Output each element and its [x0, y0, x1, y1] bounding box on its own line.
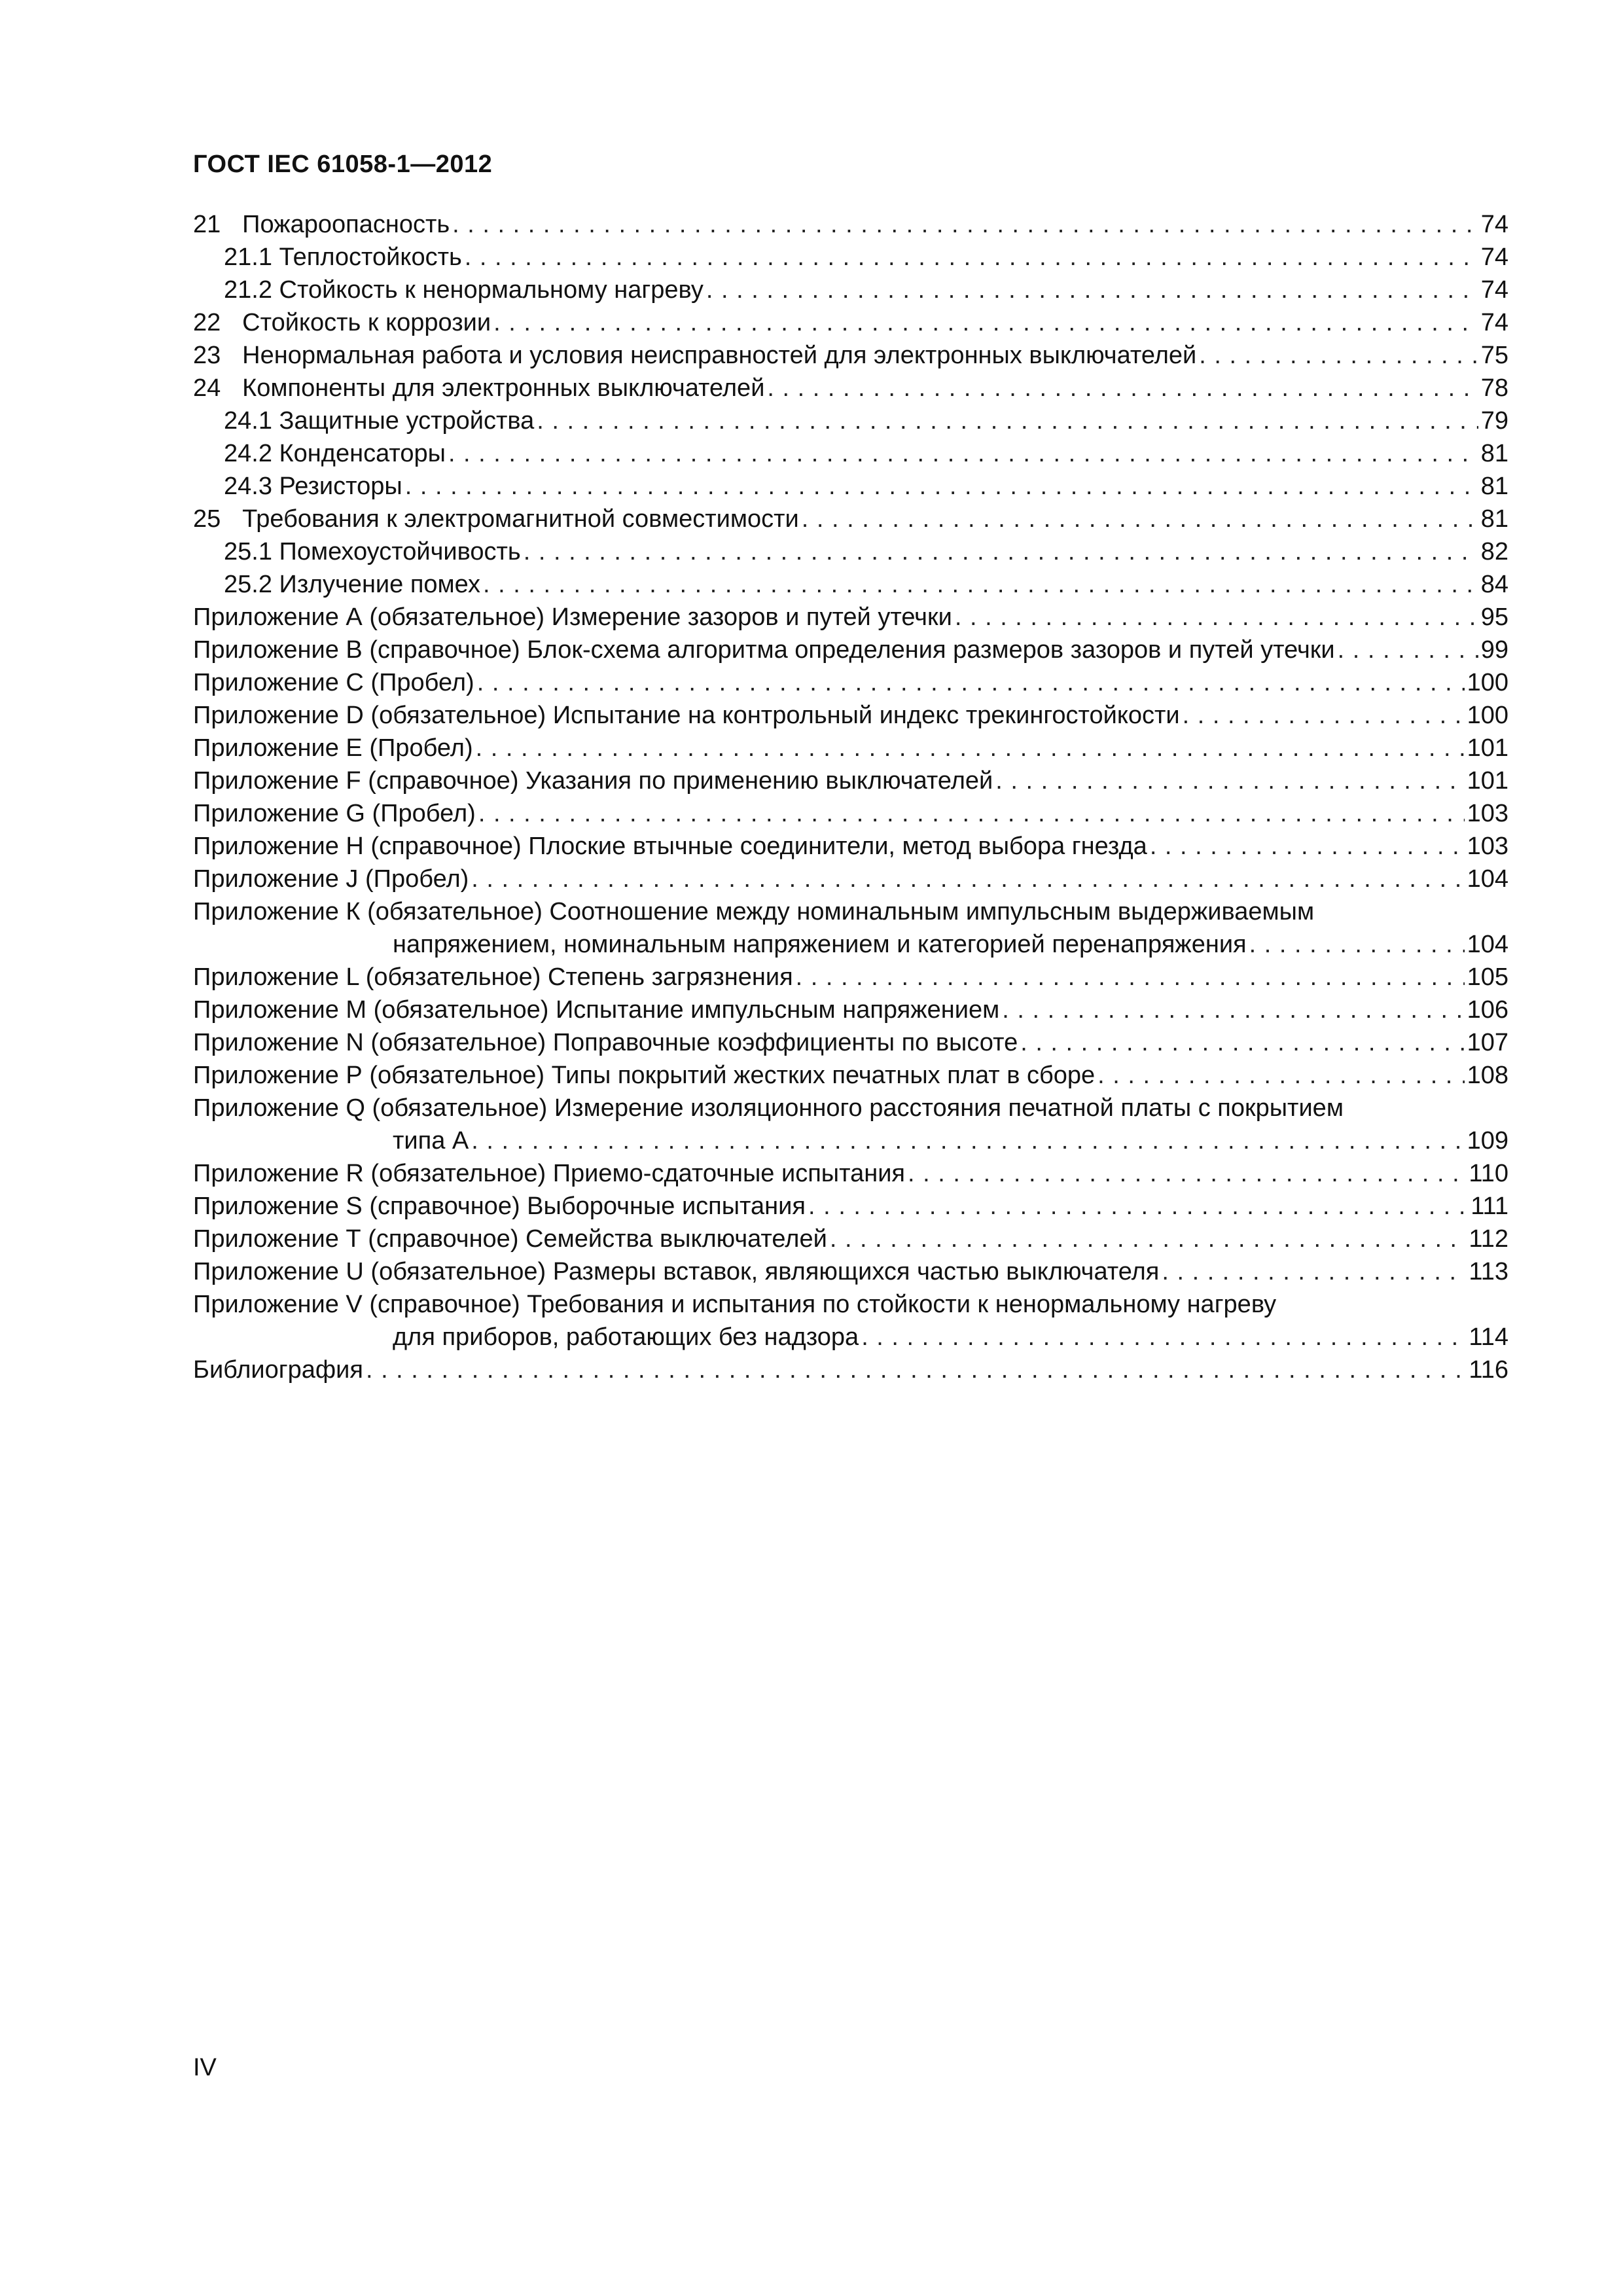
toc-page-number: 110 — [1469, 1160, 1508, 1187]
toc-entry — [193, 208, 1508, 241]
leader-dots — [955, 601, 1478, 634]
leader-dots — [995, 764, 1464, 797]
toc-page-number: 78 — [1480, 374, 1508, 402]
toc-page-number: 81 — [1480, 473, 1508, 500]
leader-dots — [524, 535, 1478, 568]
leader-dots — [706, 274, 1478, 306]
toc-page-number: 100 — [1467, 702, 1508, 729]
toc-page-number: 82 — [1480, 538, 1508, 565]
toc-entry-continuation: типа А — [393, 1127, 469, 1155]
toc-page-number: 74 — [1480, 243, 1508, 271]
toc-entry-title: Стойкость к коррозии — [242, 309, 491, 336]
leader-dots — [477, 666, 1465, 699]
toc-page-number: 74 — [1480, 211, 1508, 238]
toc-entry — [193, 274, 1508, 306]
toc-page-number: 81 — [1480, 440, 1508, 467]
leader-dots — [1338, 634, 1478, 666]
toc-entry — [193, 404, 1508, 437]
leader-dots — [908, 1157, 1466, 1190]
toc-page-number: 99 — [1480, 636, 1508, 664]
leader-dots — [471, 1124, 1464, 1157]
toc-entry — [193, 797, 1508, 830]
toc-entry — [193, 666, 1508, 699]
leader-dots — [796, 961, 1465, 994]
leader-dots — [476, 732, 1465, 764]
toc-entry-number: 25.1 — [224, 538, 272, 565]
leader-dots — [1150, 830, 1465, 863]
toc-entry-title: Приложение F (справочное) Указания по применению выключателей — [193, 767, 993, 795]
toc-entry-title: Приложение R (обязательное) Приемо-сдаточные испытания — [193, 1160, 906, 1187]
toc-entry-label — [193, 503, 799, 535]
toc-page-number: 106 — [1467, 996, 1508, 1024]
toc-entry-label — [224, 241, 462, 274]
toc-entry-title: Приложение Е (Пробел) — [193, 734, 473, 762]
toc-entry-first-line: Приложение Q (обязательное) Измерение изоляционного расстояния печатной платы с покрытием — [193, 1094, 1344, 1122]
toc-entry-title: Помехоустойчивость — [279, 538, 521, 565]
toc-entry-first-line: Приложение V (справочное) Требования и испытания по стойкости к ненормальному нагреву — [193, 1291, 1277, 1318]
leader-dots — [471, 863, 1464, 895]
toc-page-number: 74 — [1480, 276, 1508, 304]
toc-entry-number: 24.3 — [224, 473, 272, 500]
leader-dots — [448, 437, 1478, 470]
toc-entry-title: Требования к электромагнитной совместимости — [242, 505, 799, 533]
toc-entry-label — [224, 274, 704, 306]
toc-entry-label — [193, 339, 1196, 372]
toc-entry — [193, 1026, 1508, 1059]
toc-entry-title: Приложение U (обязательное) Размеры вставок, являющихся частью выключателя — [193, 1258, 1160, 1285]
toc-entry — [193, 1354, 1508, 1386]
toc-entry — [193, 994, 1508, 1026]
leader-dots — [366, 1354, 1466, 1386]
toc-entry-number: 21.2 — [224, 276, 272, 304]
toc-entry — [193, 1124, 1508, 1157]
toc-entry-title: Приложение D (обязательное) Испытание на контрольный индекс трекингостойкости — [193, 702, 1180, 729]
toc-entry-title: Приложение G (Пробел) — [193, 800, 476, 827]
leader-dots — [1199, 339, 1478, 372]
toc-entry-title: Приложение М (обязательное) Испытание импульсным напряжением — [193, 996, 1000, 1024]
toc-entry-title: Приложение S (справочное) Выборочные испытания — [193, 1193, 806, 1220]
toc-entry — [193, 1190, 1508, 1223]
leader-dots — [1249, 928, 1465, 961]
toc-page-number: 108 — [1467, 1062, 1508, 1089]
toc-page-number: 104 — [1467, 931, 1508, 958]
toc-entry-label — [224, 535, 521, 568]
toc-page-number: 111 — [1471, 1193, 1508, 1220]
toc-entry-title: Библиография — [193, 1356, 363, 1384]
toc-entry-number: 21 — [193, 211, 221, 238]
toc-entry-title: Стойкость к ненормальному нагреву — [279, 276, 704, 304]
toc-entry-continuation: для приборов, работающих без надзора — [393, 1323, 859, 1351]
toc-page-number: 81 — [1480, 505, 1508, 533]
toc-entry-title: Приложение Т (справочное) Семейства выключателей — [193, 1225, 827, 1253]
leader-dots — [861, 1321, 1466, 1354]
toc-entry-title: Защитные устройства — [279, 407, 535, 435]
toc-entry-title: Приложение L (обязательное) Степень загрязнения — [193, 963, 793, 991]
toc-entry-title: Теплостойкость — [279, 243, 462, 271]
leader-dots — [802, 503, 1478, 535]
toc-page-number: 101 — [1467, 767, 1508, 795]
toc-entry — [193, 372, 1508, 404]
toc-entry-title: Приложение В (справочное) Блок-схема алгоритма определения размеров зазоров и путей утечки — [193, 636, 1335, 664]
toc-entry-title: Резисторы — [279, 473, 402, 500]
leader-dots — [537, 404, 1478, 437]
leader-dots — [493, 306, 1478, 339]
toc-page-number: 109 — [1467, 1127, 1508, 1155]
toc-entry — [193, 1223, 1508, 1255]
leader-dots — [1162, 1255, 1466, 1288]
toc-entry-number: 22 — [193, 309, 221, 336]
leader-dots — [1183, 699, 1465, 732]
toc-page-number: 105 — [1467, 963, 1508, 991]
toc-page-number: 100 — [1467, 669, 1508, 696]
toc-entry — [193, 928, 1508, 961]
toc-page-number: 103 — [1467, 800, 1508, 827]
leader-dots — [1097, 1059, 1464, 1092]
toc-entry — [193, 1255, 1508, 1288]
toc-entry — [193, 699, 1508, 732]
toc-entry — [193, 437, 1508, 470]
toc-page-number: 74 — [1480, 309, 1508, 336]
toc-page-number: 79 — [1480, 407, 1508, 435]
toc-entry — [193, 961, 1508, 994]
toc-entry — [193, 568, 1508, 601]
leader-dots — [1002, 994, 1464, 1026]
toc-entry-number: 23 — [193, 342, 221, 369]
toc-entry-number: 25 — [193, 505, 221, 533]
toc-entry-title: Приложение С (Пробел) — [193, 669, 474, 696]
toc-page-number: 113 — [1469, 1258, 1508, 1285]
toc-page-number: 104 — [1467, 865, 1508, 893]
toc-entry-label — [193, 208, 450, 241]
toc-entry-title: Излучение помех — [279, 571, 480, 598]
toc-entry — [193, 1157, 1508, 1190]
toc-entry-continuation: напряжением, номинальным напряжением и категорией перенапряжения — [393, 931, 1247, 958]
toc-entry-number: 21.1 — [224, 243, 272, 271]
toc-entry — [193, 1059, 1508, 1092]
toc-entry-label — [193, 372, 764, 404]
leader-dots — [405, 470, 1478, 503]
toc-entry-title: Ненормальная работа и условия неисправностей для электронных выключателей — [242, 342, 1197, 369]
toc-entry-number: 24 — [193, 374, 221, 402]
toc-page-number: 103 — [1467, 833, 1508, 860]
toc-entry — [193, 601, 1508, 634]
toc-entry-title: Приложение Н (справочное) Плоские втычные соединители, метод выбора гнезда — [193, 833, 1147, 860]
toc-page-number: 95 — [1480, 603, 1508, 631]
table-of-contents — [193, 208, 1508, 1386]
toc-entry-title: Пожароопасность — [242, 211, 450, 238]
toc-entry — [193, 1321, 1508, 1354]
toc-entry — [193, 764, 1508, 797]
leader-dots — [808, 1190, 1468, 1223]
leader-dots — [767, 372, 1478, 404]
leader-dots — [478, 797, 1465, 830]
toc-entry-label — [224, 404, 534, 437]
toc-entry-first-line: Приложение К (обязательное) Соотношение между номинальным импульсным выдерживаемым — [193, 898, 1315, 925]
toc-entry-label — [224, 470, 402, 503]
leader-dots — [483, 568, 1478, 601]
toc-entry-label — [224, 568, 480, 601]
toc-entry-title: Приложение Р (обязательное) Типы покрытий жестких печатных плат в сборе — [193, 1062, 1096, 1089]
toc-entry-label — [224, 437, 446, 470]
leader-dots — [452, 208, 1478, 241]
leader-dots — [1020, 1026, 1464, 1059]
toc-entry-number: 25.2 — [224, 571, 272, 598]
toc-entry-title: Приложение J (Пробел) — [193, 865, 469, 893]
leader-dots — [465, 241, 1478, 274]
toc-entry — [193, 241, 1508, 274]
toc-entry-title: Компоненты для электронных выключателей — [242, 374, 765, 402]
toc-entry — [193, 535, 1508, 568]
toc-entry — [193, 634, 1508, 666]
document-header: ГОСТ IEC 61058-1—2012 — [193, 151, 493, 178]
toc-page-number: 75 — [1480, 342, 1508, 369]
toc-entry — [193, 306, 1508, 339]
toc-page-number: 112 — [1469, 1225, 1508, 1253]
toc-entry — [193, 339, 1508, 372]
toc-page-number: 116 — [1469, 1356, 1508, 1384]
toc-entry-label — [193, 306, 491, 339]
toc-entry-title: Приложение N (обязательное) Поправочные коэффициенты по высоте — [193, 1029, 1018, 1056]
toc-page-number: 101 — [1467, 734, 1508, 762]
toc-entry — [193, 830, 1508, 863]
toc-page-number: 114 — [1469, 1323, 1508, 1351]
toc-entry-title: Приложение А (обязательное) Измерение зазоров и путей утечки — [193, 603, 952, 631]
toc-page-number: 84 — [1480, 571, 1508, 598]
toc-entry — [193, 470, 1508, 503]
toc-page-number: 107 — [1467, 1029, 1508, 1056]
toc-entry-number: 24.2 — [224, 440, 272, 467]
toc-entry-number: 24.1 — [224, 407, 272, 435]
leader-dots — [830, 1223, 1467, 1255]
toc-entry — [193, 503, 1508, 535]
page-number: IV — [193, 2054, 217, 2081]
toc-entry — [193, 863, 1508, 895]
toc-entry-title: Конденсаторы — [279, 440, 446, 467]
toc-entry — [193, 732, 1508, 764]
